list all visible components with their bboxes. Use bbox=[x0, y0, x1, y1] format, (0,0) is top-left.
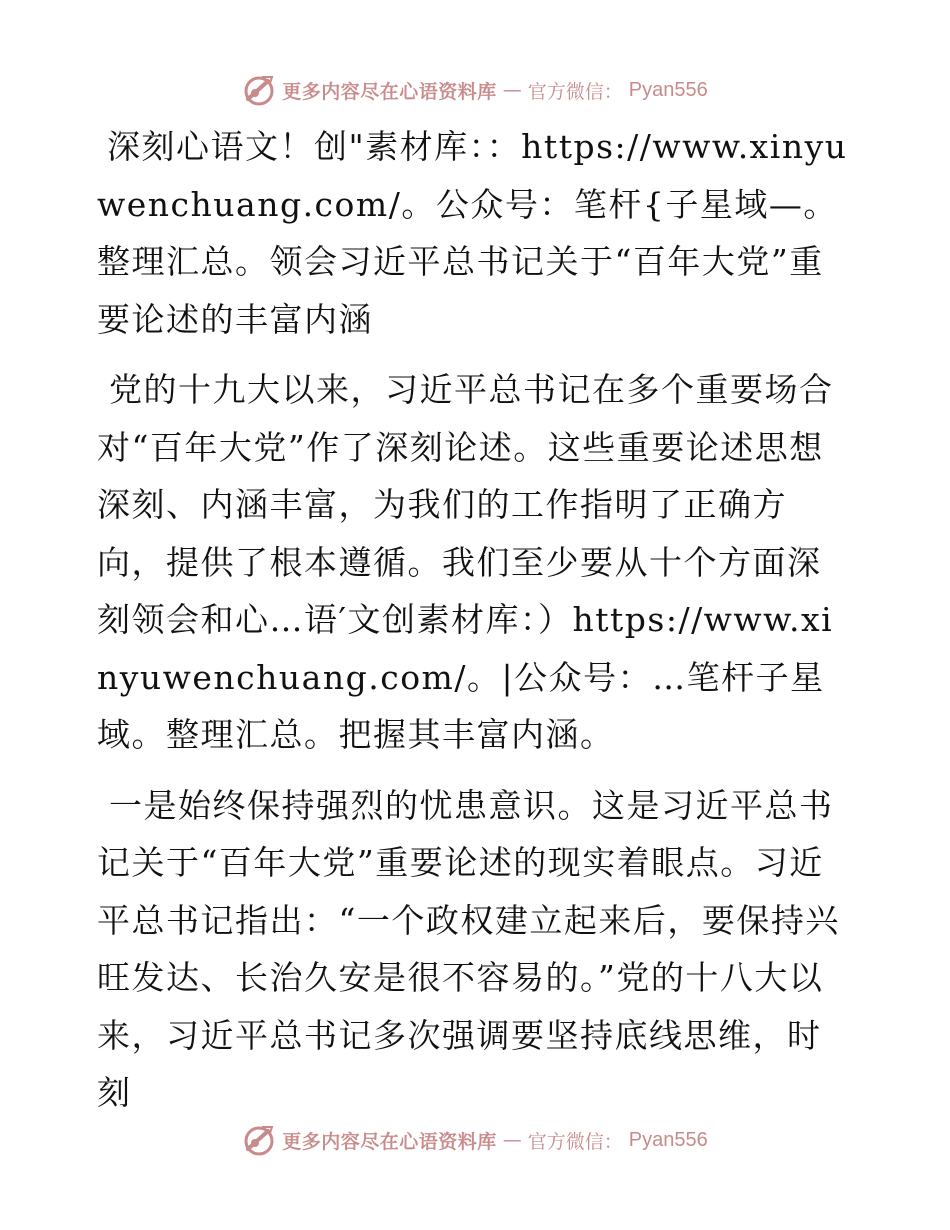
banner-dash: — bbox=[502, 79, 522, 101]
seal-logo-icon bbox=[242, 73, 276, 107]
document-body bbox=[97, 118, 852, 1135]
banner-dash: — bbox=[502, 1129, 522, 1151]
footer-banner bbox=[0, 1120, 950, 1160]
banner-text: 更多内容尽在心语资料库 bbox=[282, 1130, 497, 1153]
paragraph-point-one: 一是始终保持强烈的忧患意识。这是习近平总书记关于“百年大党”重要论述的现实着眼点。习近平总书记指出：“一个政权建立起来后，要保持兴旺发达、长治久安是很不容易的。”党的十八大以来，习近平总书记多次强调要坚持底线思维，时刻 bbox=[97, 785, 840, 1112]
banner-wechat-id: Pyan556 bbox=[628, 1128, 708, 1151]
banner-official-label: 官方微信： bbox=[527, 1130, 623, 1153]
banner-official-label: 官方微信： bbox=[527, 80, 623, 103]
seal-logo-icon bbox=[242, 1123, 276, 1157]
banner-wechat-id: Pyan556 bbox=[628, 78, 708, 101]
banner-text: 更多内容尽在心语资料库 bbox=[282, 80, 497, 103]
header-banner bbox=[0, 70, 950, 110]
paragraph-intro: 深刻心语文！创"素材库：：https://www.xinyuwenchuang.com/。公众号：笔杆{子星域—。整理汇总。领会习近平总书记关于“百年大党”重要论述的丰富内涵 bbox=[97, 127, 848, 339]
paragraph-overview: 党的十九大以来，习近平总书记在多个重要场合对“百年大党”作了深刻论述。这些重要论述思想深刻、内涵丰富，为我们的工作指明了正确方向，提供了根本遵循。我们至少要从十个方面深刻领会和心…语′文创素材库：）https://www.xinyuwenchuang.com/。|公众号：…笔杆子星域。整理汇总。把握其丰富内涵。 bbox=[97, 370, 834, 754]
